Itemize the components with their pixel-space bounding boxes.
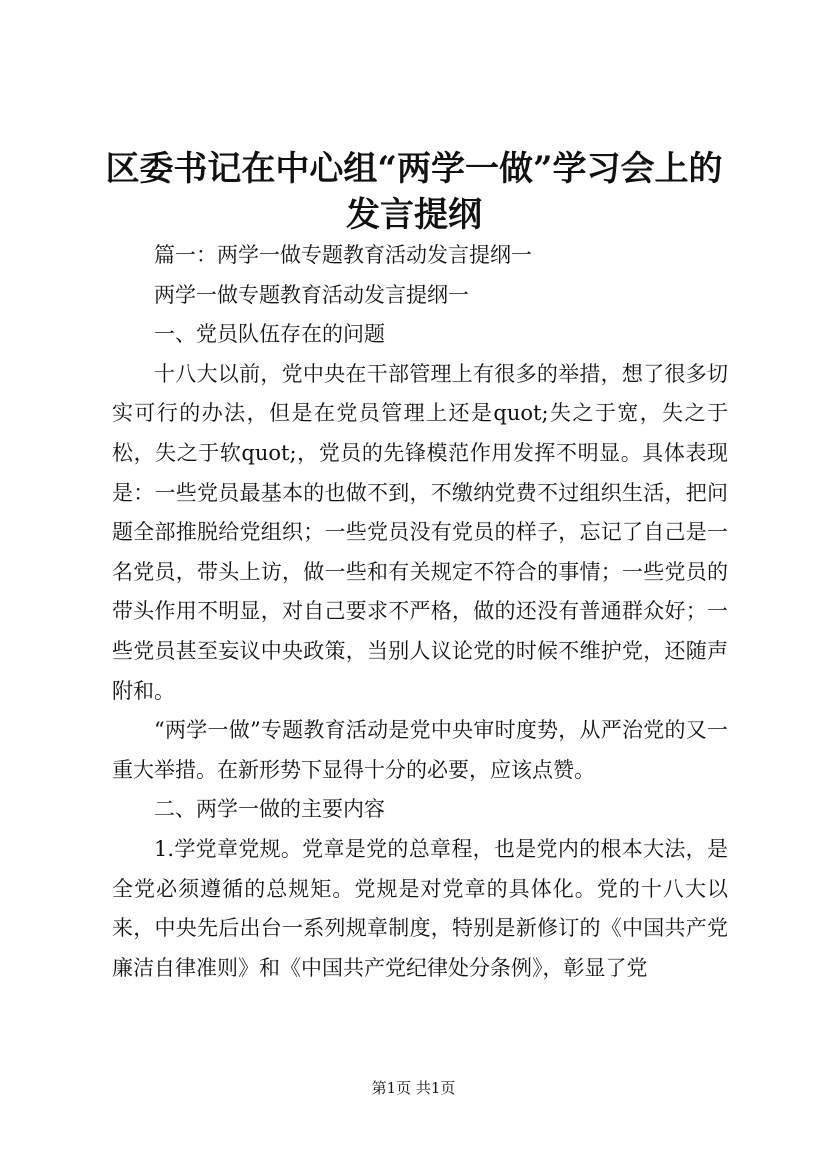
paragraph-problems: 十八大以前，党中央在干部管理上有很多的举措，想了很多切实可行的办法，但是在党员管理上还是quot;失之于宽，失之于松，失之于软quot;，党员的先锋模范作用发挥不明显。具体表现是：一些党员最基本的也做不到，不缴纳党费不过组织生活，把问题全部推脱给党组织；一些党员没有党员的样子，忘记了自己是一名党员，带头上访，做一些和有关规定不符合的事情；一些党员的带头作用不明显，对自己要求不严格，做的还没有普通群众好；一些党员甚至妄议中央政策，当别人议论党的时候不维护党，还随声附和。 [112,361,728,703]
subheading-outline: 两学一做专题教育活动发言提纲一 [154,282,469,307]
section-heading-part-one: 篇一：两学一做专题教育活动发言提纲一 [154,243,532,267]
paragraph-party-rules: 1.学党章党规。党章是党的总章程，也是党内的根本大法，是全党必须遵循的总规矩。党规是对党章的具体化。党的十八大以来，中央先后出台一系列规章制度，特别是新修订的《中国共产党廉洁自律准则》和《中国共产党纪律处分条例》，彰显了党 [112,836,728,980]
section-heading-problems: 一、党员队伍存在的问题 [154,322,385,347]
section-heading-content: 二、两学一做的主要内容 [154,797,385,822]
document-body [112,236,728,988]
paragraph-campaign: “两学一做”专题教育活动是党中央审时度势，从严治党的又一重大举措。在新形势下显得十分的必要，应该点赞。 [112,718,728,782]
page-number-footer: 第1页 共1页 [371,1079,456,1097]
document-title: 区委书记在中心组“两学一做”学习会上的发言提纲 [105,149,723,235]
